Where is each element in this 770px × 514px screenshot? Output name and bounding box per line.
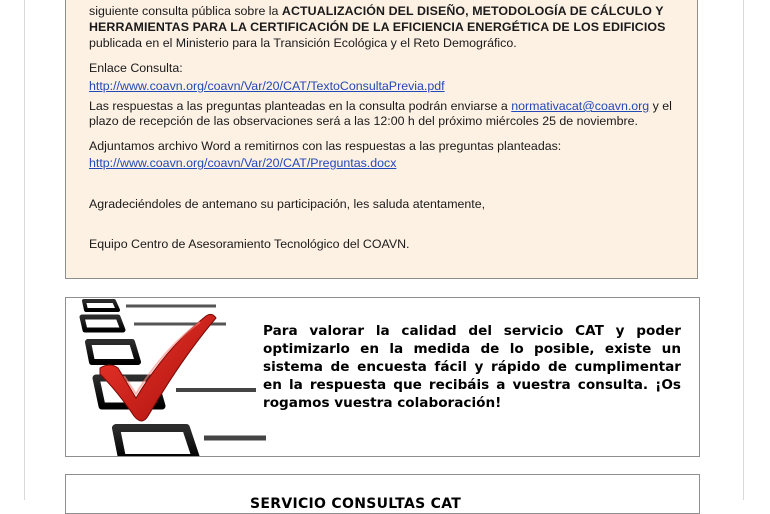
- checklist-illustration-icon: [66, 298, 266, 457]
- consult-service-title: SERVICIO CONSULTAS CAT: [250, 496, 462, 512]
- consultation-title-line1: ACTUALIZACIÓN DEL DISEÑO, METODOLOGÍA DE CÁLCULO Y: [281, 4, 664, 18]
- attachment-link[interactable]: http://www.coavn.org/coavn/Var/20/CAT/Preguntas.docx: [89, 156, 397, 170]
- consultation-title-line2-wrap: [89, 20, 685, 34]
- intro-prefix: siguiente consulta pública sobre la: [89, 4, 279, 18]
- attachment-text: Adjuntamos archivo Word a remitirnos con las respuestas a las preguntas planteadas:: [89, 139, 562, 153]
- responses-text: Las respuestas a las preguntas planteadas en la consulta podrán enviarse a: [89, 99, 508, 113]
- intro-line: [89, 4, 685, 18]
- published-in-text: publicada en el Ministerio para la Transición Ecológica y el Reto Demográfico.: [89, 36, 517, 50]
- consult-panel: [65, 474, 700, 514]
- survey-panel: [65, 297, 700, 457]
- survey-message: Para valorar la calidad del servicio CAT y poder optimizarlo en la medida de lo posible, existe un sistema de encuesta fácil y rápido de cumplimentar en la respuesta que recibáis a vuestra consulta. ¡Os rogamos vuestra colaboración!: [263, 323, 681, 411]
- consultation-link[interactable]: http://www.coavn.org/coavn/Var/20/CAT/TextoConsultaPrevia.pdf: [89, 79, 445, 93]
- email-link[interactable]: normativacat@coavn.org: [511, 99, 650, 113]
- thanks-text: Agradeciéndoles de antemano su participación, les saluda atentamente,: [89, 197, 486, 211]
- notice-panel: [65, 0, 698, 279]
- responses-line: [89, 99, 685, 113]
- signature-text: Equipo Centro de Asesoramiento Tecnológico del COAVN.: [89, 237, 410, 251]
- responses-text-tail: y el: [652, 99, 672, 113]
- deadline-text: plazo de recepción de las observaciones será a las 12:00 h del próximo miércoles 25 de noviembre.: [89, 114, 638, 128]
- link-label: Enlace Consulta:: [89, 61, 183, 75]
- consultation-title-line2: HERRAMIENTAS PARA LA CERTIFICACIÓN DE LA EFICIENCIA ENERGÉTICA DE LOS EDIFICIOS: [89, 20, 666, 34]
